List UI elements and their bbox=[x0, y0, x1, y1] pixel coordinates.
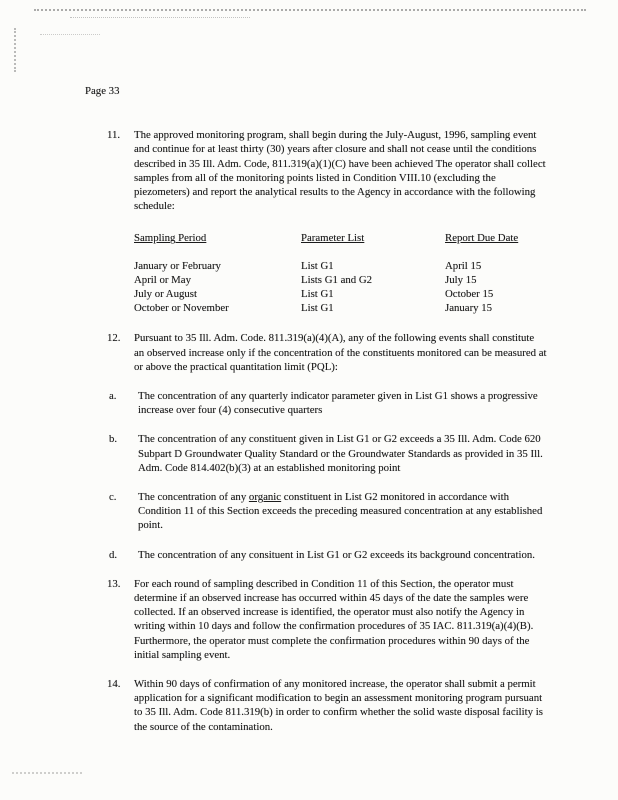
table-cell: October or November bbox=[134, 302, 229, 315]
table-row bbox=[134, 273, 536, 287]
table-cell: List G1 bbox=[301, 259, 334, 272]
table-row bbox=[134, 301, 536, 315]
item-number: 11. bbox=[107, 129, 121, 142]
table-cell: July or August bbox=[134, 287, 197, 300]
sub-item-text: The concentration of any consituent in List G1 or G2 exceeds its background concentration. bbox=[138, 548, 535, 561]
table-cell: October 15 bbox=[445, 287, 494, 300]
table-header-row bbox=[134, 231, 536, 245]
sub-item-text-after: constituent in List G2 monitored in accordance with Condition 11 of this Section exceeds the preceding measured concentration at any established point. bbox=[138, 490, 543, 532]
item-text: Within 90 days of confirmation of any monitored increase, the operator shall submit a permit application for a significant modification to begin an assessment monitoring program pursuant to 35 Ill. Adm. Code 811.319(b) in order to confirm whether the solid waste disposal facility is the source of the contamination. bbox=[134, 678, 543, 733]
sub-item-text: The concentration of any constituent given in List G1 or G2 exceeds a 35 Ill. Adm. Code 620 Subpart D Groundwater Quality Standard or the Groundwater Standards as provided in 35 Ill. Adm. Code 814.402(b)(3) at an established monitoring point bbox=[138, 433, 543, 474]
sub-item-c bbox=[109, 490, 547, 533]
scan-noise bbox=[12, 772, 82, 774]
item-text: Pursuant to 35 Ill. Adm. Code. 811.319(a)(4)(A), any of the following events shall constitute an observed increase only if the concentration of the constituents monitored can be measured at or above the practical quantitation limit (PQL): bbox=[134, 332, 547, 373]
table-cell: April 15 bbox=[445, 259, 482, 272]
sub-item-text-before: The concentration of any bbox=[138, 490, 249, 503]
sub-item-letter: d. bbox=[109, 548, 118, 561]
table-cell: List G1 bbox=[301, 287, 334, 300]
sub-item-d bbox=[109, 548, 547, 562]
table-cell: January or February bbox=[134, 259, 221, 272]
scan-noise bbox=[70, 17, 250, 18]
table-cell: April or May bbox=[134, 273, 191, 286]
scan-noise bbox=[40, 34, 100, 35]
table-row bbox=[134, 259, 536, 273]
item-text: The approved monitoring program, shall begin during the July-August, 1996, sampling event and continue for at least thirty (30) years after closure and shall not cease until the conditions described in 35 Ill. Adm. Code, 811.319(a)(1)(C) have been achieved The operator shall collect samples from all of the monitoring points listed in Condition VIII.10 (excluding the piezometers) and report the analytical results to the Agency in accordance with the following schedule: bbox=[134, 129, 546, 213]
sub-item-text: The concentration of any quarterly indicator parameter given in List G1 shows a progressive increase over four (4) consecutive quarters bbox=[138, 389, 538, 417]
item-number: 12. bbox=[107, 332, 121, 345]
sub-item-text bbox=[138, 490, 547, 533]
list-item-14 bbox=[107, 677, 547, 734]
scan-noise bbox=[14, 28, 16, 72]
sub-item-a bbox=[109, 389, 547, 417]
table-cell: July 15 bbox=[445, 273, 477, 286]
list-item-11 bbox=[107, 128, 547, 213]
sub-item-letter: c. bbox=[109, 490, 117, 503]
item-text: For each round of sampling described in Condition 11 of this Section, the operator must determine if an observed increase has occurred within 45 days of the date the samples were collected. If an observed increase is identified, the operator must also notify the Agency in writing within 10 days and follow the confirmation procedures of 35 IAC. 811.319(a)(4)(B). Furthermore, the operator must complete the confirmation procedures within 90 days of the initial sampling event. bbox=[134, 577, 534, 661]
column-header: Parameter List bbox=[301, 232, 365, 245]
item-number: 14. bbox=[107, 678, 121, 691]
table-row bbox=[134, 287, 536, 301]
sub-item-letter: b. bbox=[109, 433, 118, 446]
list-item-12 bbox=[107, 331, 547, 374]
column-header: Report Due Date bbox=[445, 232, 519, 245]
underlined-word: organic bbox=[248, 490, 282, 503]
page-content bbox=[85, 84, 547, 749]
table-cell: List G1 bbox=[301, 302, 334, 315]
scan-noise bbox=[34, 9, 586, 11]
item-number: 13. bbox=[107, 577, 121, 590]
page-number: Page 33 bbox=[85, 85, 120, 97]
sampling-schedule-table bbox=[134, 231, 536, 315]
sub-item-letter: a. bbox=[109, 389, 117, 402]
table-cell: January 15 bbox=[445, 302, 493, 315]
table-cell: Lists G1 and G2 bbox=[301, 273, 373, 286]
list-item-13 bbox=[107, 577, 547, 662]
sub-item-b bbox=[109, 432, 547, 475]
column-header: Sampling Period bbox=[134, 232, 207, 245]
